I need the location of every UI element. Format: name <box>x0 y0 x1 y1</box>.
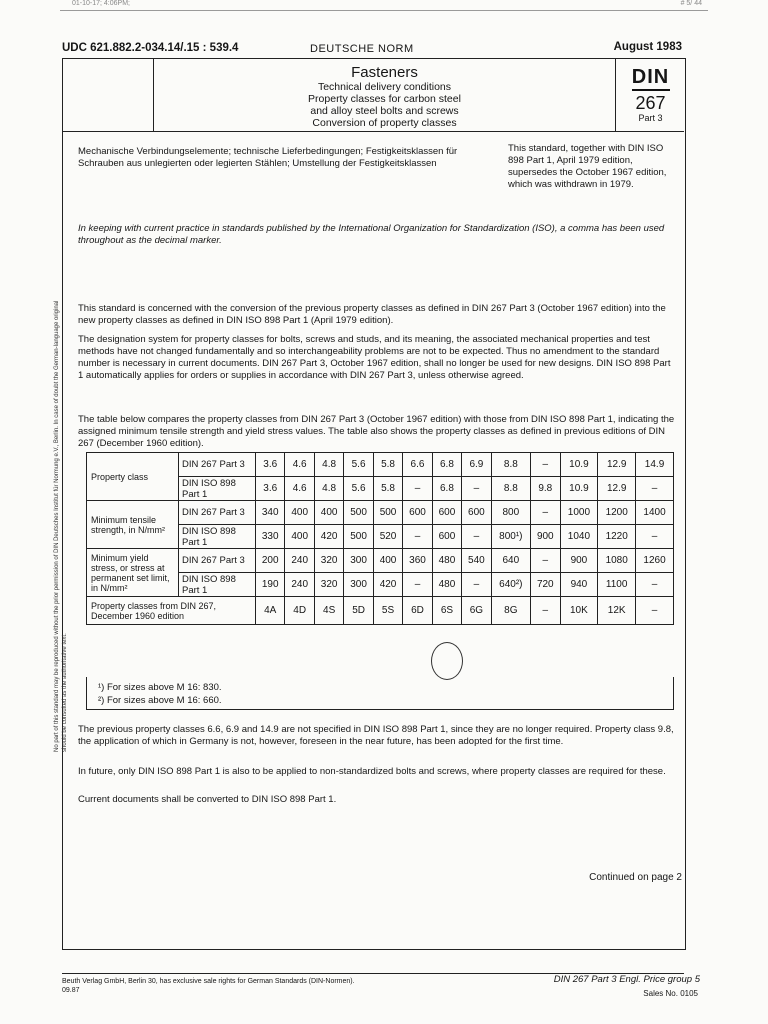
footnote: ²) For sizes above M 16: 660. <box>98 695 222 706</box>
table-cell: 400 <box>314 501 343 525</box>
din-logo: DIN <box>631 66 670 88</box>
row-label: Property class <box>87 453 179 501</box>
table-cell: – <box>636 477 674 501</box>
table-cell: 500 <box>373 501 402 525</box>
row-standard: DIN 267 Part 3 <box>179 453 256 477</box>
table-cell: 420 <box>373 573 402 597</box>
publisher-note <box>62 977 452 995</box>
table-cell: 300 <box>344 573 373 597</box>
title-box-blank <box>62 58 154 131</box>
table-row <box>87 549 674 573</box>
table-cell: 400 <box>373 549 402 573</box>
table-cell: 400 <box>285 501 314 525</box>
table-cell: 1400 <box>636 501 674 525</box>
table-cell: 6.9 <box>462 453 491 477</box>
sales-number: Sales No. 0105 <box>643 989 698 998</box>
din-part: Part 3 <box>638 113 663 123</box>
table-cell: 540 <box>462 549 491 573</box>
table-cell: 330 <box>256 525 285 549</box>
closing-paragraph: Current documents shall be converted to DIN ISO 898 Part 1. <box>78 794 337 805</box>
norm-label: DEUTSCHE NORM <box>310 43 414 55</box>
table-cell: 6.8 <box>432 453 461 477</box>
table-cell: 320 <box>314 573 343 597</box>
table-cell: 8G <box>491 597 530 625</box>
table-cell: 4.6 <box>285 453 314 477</box>
table-cell: – <box>531 501 560 525</box>
din-number-box <box>615 58 685 131</box>
table-cell: 5.6 <box>344 453 373 477</box>
table-cell: 200 <box>256 549 285 573</box>
intro-paragraph: This standard is concerned with the conversion of the previous property classes as defined in DIN 267 Part 3 (October 1967 edition) into the new property classes as defined in DIN ISO 898 Part 1 (April 1979 edition). <box>78 303 666 326</box>
table-cell: 14.9 <box>636 453 674 477</box>
table-cell: 500 <box>344 525 373 549</box>
table-cell: 8.8 <box>491 477 530 501</box>
table-cell: 1000 <box>560 501 598 525</box>
table-cell: 6S <box>432 597 461 625</box>
din-logo-rule <box>632 89 670 91</box>
table-cell: 10.9 <box>560 477 598 501</box>
table-cell: 300 <box>344 549 373 573</box>
subtitle-line: Property classes for carbon steel <box>308 93 461 105</box>
table-cell: 900 <box>560 549 598 573</box>
table-cell: 4S <box>314 597 343 625</box>
table-cell: 600 <box>432 501 461 525</box>
table-cell: 1100 <box>598 573 636 597</box>
german-title: Mechanische Verbindungselemente; technische Lieferbedingungen; Festigkeitsklassen für Schrauben aus unlegierten oder legierten Stählen; Umstellung der Festigkeitsklassen <box>78 146 458 169</box>
table-cell: 4A <box>256 597 285 625</box>
table-cell: – <box>403 573 432 597</box>
table-cell: 1260 <box>636 549 674 573</box>
table-cell: 720 <box>531 573 560 597</box>
table-cell: 10K <box>560 597 598 625</box>
title-box <box>62 58 684 132</box>
property-class-table <box>86 452 674 625</box>
table-cell: 12.9 <box>598 477 636 501</box>
table-row <box>87 453 674 477</box>
continued-note: Continued on page 2 <box>589 872 682 883</box>
row-standard: DIN 267 Part 3 <box>179 549 256 573</box>
table-cell: 340 <box>256 501 285 525</box>
table-cell: 640 <box>491 549 530 573</box>
table-cell: 5.6 <box>344 477 373 501</box>
table-cell: 940 <box>560 573 598 597</box>
table-cell: 6.8 <box>432 477 461 501</box>
supersedes-note: This standard, together with DIN ISO 898 Part 1, April 1979 edition, supersedes the October 1967 edition, which was withdrawn in 1979. <box>508 143 667 190</box>
table-cell: – <box>636 597 674 625</box>
row-standard: DIN ISO 898 Part 1 <box>179 573 256 597</box>
table-cell: 240 <box>285 549 314 573</box>
table-cell: 600 <box>462 501 491 525</box>
handwritten-circle-mark <box>431 642 463 680</box>
table-cell: 190 <box>256 573 285 597</box>
closing-paragraph: In future, only DIN ISO 898 Part 1 is also to be applied to non-standardized bolts and screws, where property classes are required for these. <box>78 766 666 777</box>
decimal-marker-note: In keeping with current practice in standards published by the International Organization for Standardization (ISO), a comma has been used throughout as the decimal marker. <box>78 223 665 246</box>
table-cell: – <box>531 549 560 573</box>
table-cell: – <box>403 477 432 501</box>
subtitle-line: Technical delivery conditions <box>317 81 452 93</box>
document-header <box>62 40 682 56</box>
scan-header <box>60 0 708 11</box>
table-cell: 6G <box>462 597 491 625</box>
main-title: Fasteners <box>351 64 418 81</box>
table-cell: – <box>403 525 432 549</box>
table-cell: 600 <box>403 501 432 525</box>
table-cell: 420 <box>314 525 343 549</box>
closing-paragraph: The previous property classes 6.6, 6.9 and 14.9 are not specified in DIN ISO 898 Part 1, since they are no longer required. Property class 9.8, the application of which in Germany is not, however, foreseen in the near future, has been adopted for the first time. <box>78 724 674 747</box>
table-row <box>87 597 674 625</box>
table-row <box>87 501 674 525</box>
table-cell: 800¹) <box>491 525 530 549</box>
table-cell: 800 <box>491 501 530 525</box>
table-cell: 3.6 <box>256 453 285 477</box>
table-cell: 4.8 <box>314 453 343 477</box>
din-number: 267 <box>635 93 666 113</box>
table-cell: 1080 <box>598 549 636 573</box>
publisher-rights: Beuth Verlag GmbH, Berlin 30, has exclusive sale rights for German Standards (DIN-Normen). <box>62 978 355 985</box>
table-cell: 480 <box>432 573 461 597</box>
table-cell: 320 <box>314 549 343 573</box>
row-label: Minimum yield stress, or stress at permanent set limit, in N/mm² <box>87 549 179 597</box>
table-cell: 6D <box>403 597 432 625</box>
udc-code: UDC 621.882.2-034.14/.15 : 539.4 <box>62 42 239 54</box>
table-cell: 1200 <box>598 501 636 525</box>
print-code: 09.87 <box>62 987 80 994</box>
table-cell: 4D <box>285 597 314 625</box>
table-cell: 9.8 <box>531 477 560 501</box>
table-cell: – <box>462 525 491 549</box>
table-cell: 480 <box>432 549 461 573</box>
table-cell: – <box>462 477 491 501</box>
scan-page-count: # 5/ 44 <box>680 0 702 7</box>
table-cell: – <box>462 573 491 597</box>
table-cell: 360 <box>403 549 432 573</box>
table-cell: 6.6 <box>403 453 432 477</box>
title-block <box>154 58 615 131</box>
row-standard: DIN ISO 898 Part 1 <box>179 525 256 549</box>
table-cell: 4.6 <box>285 477 314 501</box>
din-reference: DIN 267 Part 3 Engl. Price group 5 <box>553 974 700 985</box>
table-cell: 3.6 <box>256 477 285 501</box>
table-cell: 5.8 <box>373 453 402 477</box>
designation-paragraph: The designation system for property classes for bolts, screws and studs, and its meaning, the associated mechanical properties and test methods have not changed fundamentally and so interchangeability problems are not to be expected. Thus no amendment to the standard number is necessary in current documents. DIN 267 Part 3, October 1967 edition, shall no longer be used for new designs. DIN ISO 898 Part 1 automatically applies for orders or supplies in accordance with DIN 267 Part 3, unless otherwise agreed. <box>78 334 671 381</box>
table-cell: 12K <box>598 597 636 625</box>
table-cell: 600 <box>432 525 461 549</box>
scan-timestamp: 01-10-17; 4:06PM; <box>72 0 130 7</box>
table-cell: – <box>531 597 560 625</box>
footnote: ¹) For sizes above M 16: 830. <box>98 682 222 693</box>
table-cell: – <box>636 525 674 549</box>
table-intro-paragraph: The table below compares the property classes from DIN 267 Part 3 (October 1967 edition) with those from DIN ISO 898 Part 1, indicating the assigned minimum tensile strength and yield stress values. The table also shows the property classes as defined in previous editions of DIN 267 (December 1960 edition). <box>78 414 675 449</box>
table-cell: 1220 <box>598 525 636 549</box>
table-cell: 5D <box>344 597 373 625</box>
publication-date: August 1983 <box>613 41 682 53</box>
table-cell: 4.8 <box>314 477 343 501</box>
table-cell: 400 <box>285 525 314 549</box>
table-cell: 10.9 <box>560 453 598 477</box>
table-cell: 500 <box>344 501 373 525</box>
table-cell: 900 <box>531 525 560 549</box>
table-cell: – <box>531 453 560 477</box>
row-standard: DIN 267 Part 3 <box>179 501 256 525</box>
subtitle-line: Conversion of property classes <box>312 117 457 129</box>
row-standard: DIN ISO 898 Part 1 <box>179 477 256 501</box>
table-cell: – <box>636 573 674 597</box>
table-cell: 240 <box>285 573 314 597</box>
table-cell: 12.9 <box>598 453 636 477</box>
copyright-side-note: No part of this standard may be reproduced without the prior permission of DIN Deutsches Institut für Normung e.V., Berlin. In case of doubt the German-language original should be consulted as the authoritative text. <box>54 300 68 752</box>
table-cell: 8.8 <box>491 453 530 477</box>
row-label: Property classes from DIN 267, December 1960 edition <box>87 597 256 625</box>
subtitle-line: and alloy steel bolts and screws <box>310 105 459 117</box>
table-cell: 1040 <box>560 525 598 549</box>
table-cell: 520 <box>373 525 402 549</box>
row-label: Minimum tensile strength, in N/mm² <box>87 501 179 549</box>
table-cell: 5S <box>373 597 402 625</box>
table-cell: 5.8 <box>373 477 402 501</box>
table-cell: 640²) <box>491 573 530 597</box>
